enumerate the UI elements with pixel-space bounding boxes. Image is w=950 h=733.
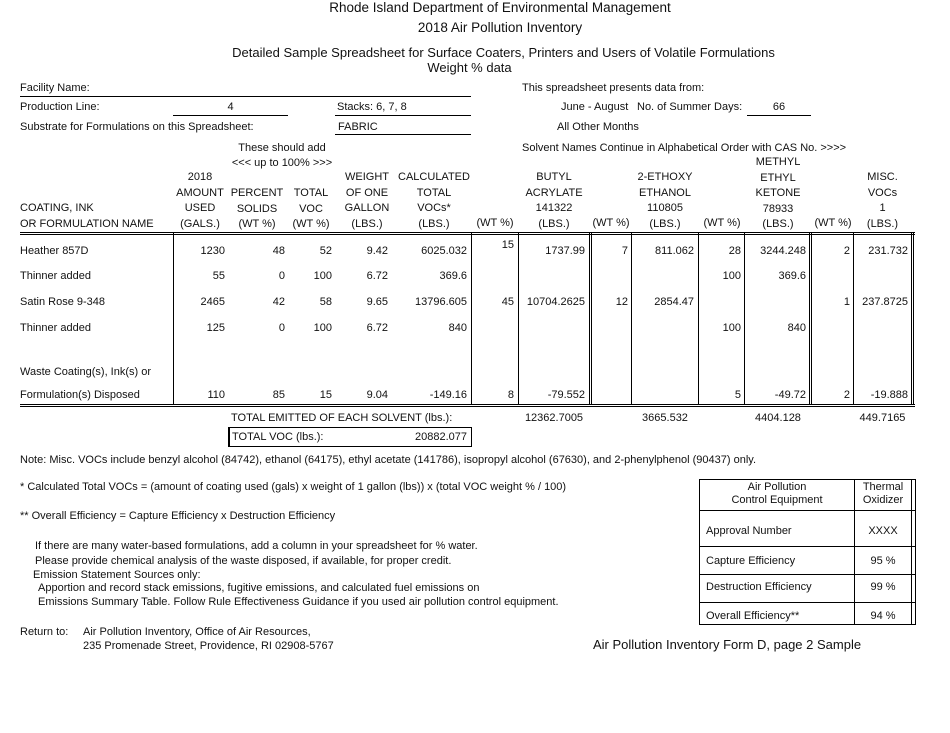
capture-efficiency-label: Capture Efficiency <box>706 555 796 567</box>
weight-column-header: WEIGHT OF ONE GALLON (LBS.) <box>344 171 390 230</box>
waste-solids: 85 <box>272 389 285 401</box>
calc-column-header: CALCULATED TOTAL VOCs* (LBS.) <box>398 171 470 230</box>
add-note-1: These should add <box>238 142 326 154</box>
control-box-rule <box>699 546 915 547</box>
overall-efficiency-value: 94 % <box>870 610 896 622</box>
total-voc-box-edge <box>228 427 230 446</box>
summer-days-value: 66 <box>772 101 786 113</box>
efficiency-note: ** Overall Efficiency = Capture Efficiency x Destruction Efficiency <box>20 510 336 522</box>
summer-days-label: No. of Summer Days: <box>637 101 743 113</box>
other-months-label: All Other Months <box>557 121 639 133</box>
destruction-efficiency-label: Destruction Efficiency <box>706 581 812 593</box>
waste-weight: 9.04 <box>366 389 388 401</box>
control-box-rule <box>699 574 915 575</box>
summer-days-underline <box>747 115 811 116</box>
inventory-title: 2018 Air Pollution Inventory <box>417 20 583 35</box>
total-misc: 449.7165 <box>859 412 906 424</box>
grid-divider <box>913 232 914 405</box>
control-header-1: Air Pollution <box>747 481 807 493</box>
misc-voc-note: Note: Misc. VOCs include benzyl alcohol (84742), ethanol (64175), ethyl acetate (141786), isopropyl alcohol (67630), and 2-phenylphenol (90437) only. <box>20 454 757 466</box>
row-amount: 2465 <box>200 296 225 308</box>
row-misc: 237.8725 <box>862 296 908 308</box>
stacks-label: Stacks: 6, 7, 8 <box>337 101 407 113</box>
facility-name-line <box>20 96 471 97</box>
row-voc: 52 <box>319 245 332 257</box>
solids-column-header: PERCENT SOLIDS (WT %) <box>230 187 284 230</box>
butyl-column-header: BUTYL ACRYLATE 141322 (LBS.) <box>525 171 583 230</box>
waste-label-2: Formulation(s) Disposed <box>20 389 140 401</box>
waste-wt-mek: 5 <box>734 389 741 401</box>
row-misc: 231.732 <box>868 245 908 257</box>
sources-note-1: Emission Statement Sources only: <box>33 569 201 581</box>
facility-name-label: Facility Name: <box>20 82 90 94</box>
waste-calc: -149.16 <box>429 389 467 401</box>
control-header-2: Control Equipment <box>731 494 823 506</box>
header-rule-double <box>20 234 915 235</box>
row-name: Thinner added <box>20 270 91 282</box>
name-column-header: COATING, INK OR FORMULATION NAME <box>20 202 154 230</box>
row-mek: 3244.248 <box>760 245 806 257</box>
total-ethoxy: 3665.532 <box>642 412 688 424</box>
spreadsheet-subtitle: Detailed Sample Spreadsheet for Surface Coaters, Printers and Users of Volatile Formulations <box>232 45 775 60</box>
grid-divider <box>589 232 590 405</box>
presents-label: This spreadsheet presents data from: <box>522 82 705 94</box>
row-wt-butyl: 45 <box>501 296 514 308</box>
row-voc: 58 <box>319 296 332 308</box>
row-weight: 6.72 <box>366 270 388 282</box>
return-label: Return to: <box>20 626 69 638</box>
production-line-underline <box>173 115 288 116</box>
ethoxy-column-header: 2-ETHOXY ETHANOL 110805 (LBS.) <box>637 171 693 230</box>
row-calc: 369.6 <box>439 270 467 282</box>
row-amount: 55 <box>212 270 225 282</box>
row-weight: 6.72 <box>366 322 388 334</box>
units-label: Weight % data <box>427 60 512 75</box>
wt-pct-header-4: (WT %) <box>814 217 852 229</box>
amount-column-header: 2018 AMOUNT USED (GALS.) <box>176 171 224 230</box>
total-butyl: 12362.7005 <box>524 412 584 424</box>
row-ethoxy: 2854.47 <box>654 296 694 308</box>
sources-note-3: Emissions Summary Table. Follow Rule Effectiveness Guidance if you used air pollution control equipment. <box>38 596 559 608</box>
row-butyl: 1737.99 <box>545 245 585 257</box>
approval-number-value: XXXX <box>868 525 898 537</box>
row-wt-butyl: 15 <box>501 239 514 251</box>
row-wt-misc: 1 <box>843 296 850 308</box>
destruction-efficiency-value: 99 % <box>870 581 896 593</box>
row-butyl: 10704.2625 <box>526 296 585 308</box>
row-solids: 48 <box>272 245 285 257</box>
row-voc: 100 <box>313 270 332 282</box>
waste-wt-misc: 2 <box>843 389 850 401</box>
overall-efficiency-label: Overall Efficiency** <box>706 610 800 622</box>
wt-pct-header-3: (WT %) <box>703 217 741 229</box>
season-label: June - August <box>561 101 629 113</box>
control-type-1: Thermal <box>862 481 904 493</box>
waste-amount: 110 <box>207 389 225 401</box>
row-solids: 42 <box>272 296 285 308</box>
row-wt-mek: 100 <box>722 322 741 334</box>
row-mek: 840 <box>787 322 806 334</box>
stacks-underline <box>335 115 471 116</box>
row-name: Heather 857D <box>20 245 89 257</box>
form-page-label: Air Pollution Inventory Form D, page 2 Sample <box>593 637 862 652</box>
capture-efficiency-value: 95 % <box>870 555 896 567</box>
production-line-label: Production Line: <box>20 101 100 113</box>
row-wt-misc: 2 <box>843 245 850 257</box>
waste-butyl: -79.552 <box>547 389 585 401</box>
sources-note-2: Apportion and record stack emissions, fugitive emissions, and calculated fuel emissions on <box>38 582 480 594</box>
control-type-2: Oxidizer <box>862 494 904 506</box>
grid-divider <box>911 232 912 405</box>
row-calc: 6025.032 <box>421 245 467 257</box>
row-wt-mek: 28 <box>728 245 741 257</box>
waste-mek: -49.72 <box>774 389 806 401</box>
grid-divider <box>471 232 472 405</box>
calc-voc-note: * Calculated Total VOCs = (amount of coating used (gals) x weight of 1 gallon (lbs)) x (total VOC weight % / 100) <box>20 481 567 493</box>
mek-column-header: METHYL ETHYL KETONE 78933 (LBS.) <box>755 156 801 230</box>
row-weight: 9.65 <box>366 296 388 308</box>
grid-divider <box>173 232 174 405</box>
grid-divider <box>809 232 810 405</box>
control-box-rule <box>699 602 915 603</box>
wt-pct-header-1: (WT %) <box>476 217 514 229</box>
total-mek: 4404.128 <box>755 412 801 424</box>
row-weight: 9.42 <box>366 245 388 257</box>
row-wt-ethoxy: 12 <box>615 296 628 308</box>
row-amount: 125 <box>206 322 225 334</box>
total-voc-label: TOTAL VOC (lbs.): <box>232 431 324 443</box>
row-solids: 0 <box>278 270 285 282</box>
add-note-2: <<< up to 100% >>> <box>231 157 333 169</box>
row-solids: 0 <box>278 322 285 334</box>
solvent-order-note: Solvent Names Continue in Alphabetical Order with CAS No. >>>> <box>522 142 847 154</box>
return-address-1: Air Pollution Inventory, Office of Air Resources, <box>83 626 311 638</box>
water-note-1: If there are many water-based formulations, add a column in your spreadsheet for % water. <box>35 540 478 552</box>
waste-voc: 15 <box>319 389 332 401</box>
row-calc: 13796.605 <box>415 296 467 308</box>
total-voc-value: 20882.077 <box>415 431 467 443</box>
row-mek: 369.6 <box>778 270 806 282</box>
substrate-label: Substrate for Formulations on this Spreadsheet: <box>20 121 254 133</box>
voc-column-header: TOTAL VOC (WT %) <box>292 187 330 230</box>
row-wt-ethoxy: 7 <box>621 245 628 257</box>
control-box-rule <box>699 510 915 511</box>
department-name: Rhode Island Department of Environmental Management <box>329 0 671 15</box>
waste-wt-butyl: 8 <box>507 389 514 401</box>
substrate-value: FABRIC <box>338 121 378 133</box>
misc-column-header: MISC. VOCs 1 (LBS.) <box>866 171 899 230</box>
waste-label-1: Waste Coating(s), Ink(s) or <box>20 366 152 378</box>
row-voc: 100 <box>313 322 332 334</box>
return-address-2: 235 Promenade Street, Providence, RI 02908-5767 <box>83 640 334 652</box>
row-wt-mek: 100 <box>722 270 741 282</box>
table-bottom-rule-double <box>20 406 915 407</box>
header-rule <box>20 232 915 233</box>
approval-number-label: Approval Number <box>706 525 792 537</box>
row-name: Thinner added <box>20 322 91 334</box>
row-name: Satin Rose 9-348 <box>20 296 105 308</box>
row-ethoxy: 811.062 <box>655 245 694 257</box>
waste-misc: -19.888 <box>870 389 908 401</box>
production-line-value: 4 <box>227 101 234 113</box>
row-calc: 840 <box>448 322 467 334</box>
substrate-underline <box>335 134 471 135</box>
water-note-2: Please provide chemical analysis of the waste disposed, if available, for proper credit. <box>35 555 452 567</box>
total-solvent-label: TOTAL EMITTED OF EACH SOLVENT (lbs.): <box>231 412 453 424</box>
table-bottom-rule <box>20 404 915 405</box>
row-amount: 1230 <box>200 245 225 257</box>
wt-pct-header-2: (WT %) <box>592 217 630 229</box>
